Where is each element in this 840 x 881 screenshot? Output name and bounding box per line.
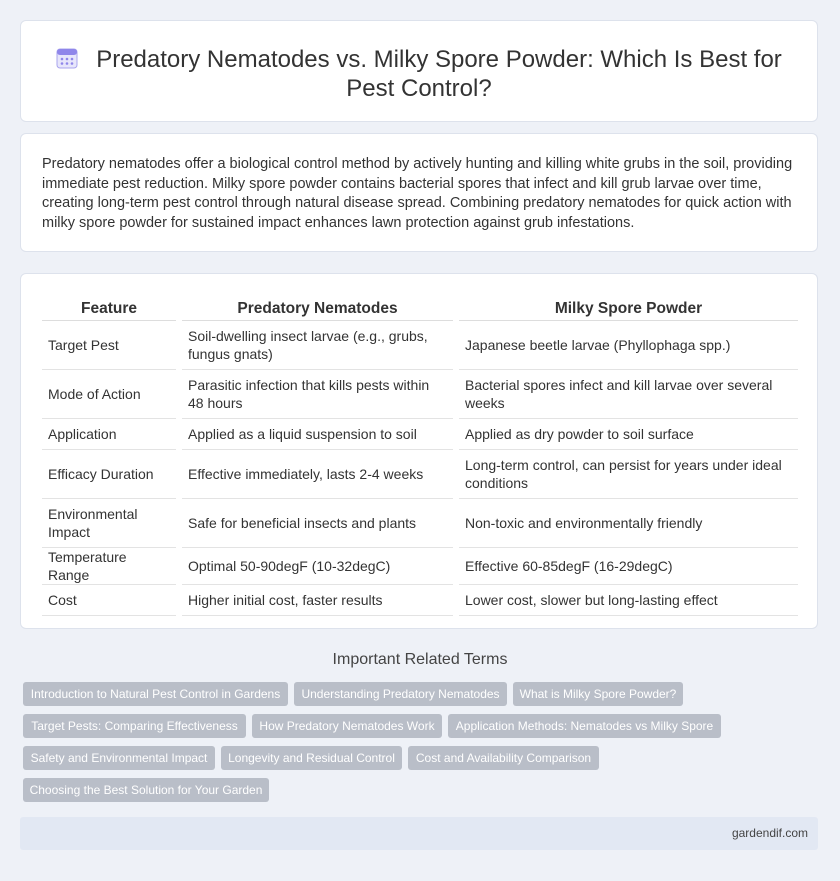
table-cell: Temperature Range <box>42 548 176 585</box>
title-wrap <box>21 45 817 103</box>
table-row <box>42 548 798 585</box>
intro-card <box>20 133 818 252</box>
table-row <box>42 321 798 370</box>
table-cell: Higher initial cost, faster results <box>182 585 453 616</box>
table-cell: Environmental Impact <box>42 499 176 548</box>
table-cell: Lower cost, slower but long-lasting effect <box>459 585 798 616</box>
related-tag[interactable]: How Predatory Nematodes Work <box>252 714 442 738</box>
table-cell: Mode of Action <box>42 370 176 419</box>
related-tag[interactable]: Cost and Availability Comparison <box>408 746 599 770</box>
table-cell: Applied as dry powder to soil surface <box>459 419 798 450</box>
table-cell: Effective 60-85degF (16-29degC) <box>459 548 798 585</box>
table-cell: Non-toxic and environmentally friendly <box>459 499 798 548</box>
related-tag[interactable]: Application Methods: Nematodes vs Milky Spore <box>448 714 721 738</box>
table-header-milky-spore: Milky Spore Powder <box>459 296 798 321</box>
table-cell: Long-term control, can persist for years under ideal conditions <box>459 450 798 499</box>
table-row <box>42 419 798 450</box>
table-cell: Parasitic infection that kills pests within 48 hours <box>182 370 453 419</box>
table-cell: Application <box>42 419 176 450</box>
related-tag[interactable]: What is Milky Spore Powder? <box>513 682 683 706</box>
table-header-feature: Feature <box>42 296 176 321</box>
table-cell: Effective immediately, lasts 2-4 weeks <box>182 450 453 499</box>
footer-bar <box>20 817 818 850</box>
related-tag[interactable]: Target Pests: Comparing Effectiveness <box>23 714 246 738</box>
table-row <box>42 450 798 499</box>
table-cell: Safe for beneficial insects and plants <box>182 499 453 548</box>
table-cell: Optimal 50-90degF (10-32degC) <box>182 548 453 585</box>
table-cell: Soil-dwelling insect larvae (e.g., grubs, fungus gnats) <box>182 321 453 370</box>
table-cell: Applied as a liquid suspension to soil <box>182 419 453 450</box>
intro-paragraph: Predatory nematodes offer a biological control method by actively hunting and killing white grubs in the soil, providing immediate pest reduction. Milky spore powder contains bacterial spores that infect and kill grub larvae over time, creating long-term pest control through natural disease spread. Combining predatory nematodes for quick action with milky spore powder for sustained impact enhances lawn protection against grub infestations. <box>42 156 793 231</box>
calendar-icon <box>56 47 78 69</box>
table-row <box>42 370 798 419</box>
related-tag[interactable]: Longevity and Residual Control <box>221 746 402 770</box>
table-row <box>42 499 798 548</box>
table-cell: Efficacy Duration <box>42 450 176 499</box>
table-header-nematodes: Predatory Nematodes <box>182 296 453 321</box>
title-card <box>20 20 818 122</box>
related-tag[interactable]: Choosing the Best Solution for Your Garden <box>23 778 269 802</box>
footer-site-name: gardendif.com <box>731 826 808 840</box>
table-cell: Japanese beetle larvae (Phyllophaga spp.) <box>459 321 798 370</box>
table-row <box>42 585 798 616</box>
related-terms-heading: Important Related Terms <box>332 651 508 668</box>
table-header-row <box>42 296 798 321</box>
table-cell: Cost <box>42 585 176 616</box>
page-title: Predatory Nematodes vs. Milky Spore Powder: Which Is Best for Pest Control? <box>96 46 782 102</box>
related-tag[interactable]: Safety and Environmental Impact <box>23 746 215 770</box>
table-cell: Bacterial spores infect and kill larvae over several weeks <box>459 370 798 419</box>
table-cell: Target Pest <box>42 321 176 370</box>
related-tag[interactable]: Introduction to Natural Pest Control in Gardens <box>23 682 288 706</box>
comparison-table <box>36 296 804 616</box>
related-tag[interactable]: Understanding Predatory Nematodes <box>294 682 507 706</box>
comparison-table-card <box>20 273 818 629</box>
